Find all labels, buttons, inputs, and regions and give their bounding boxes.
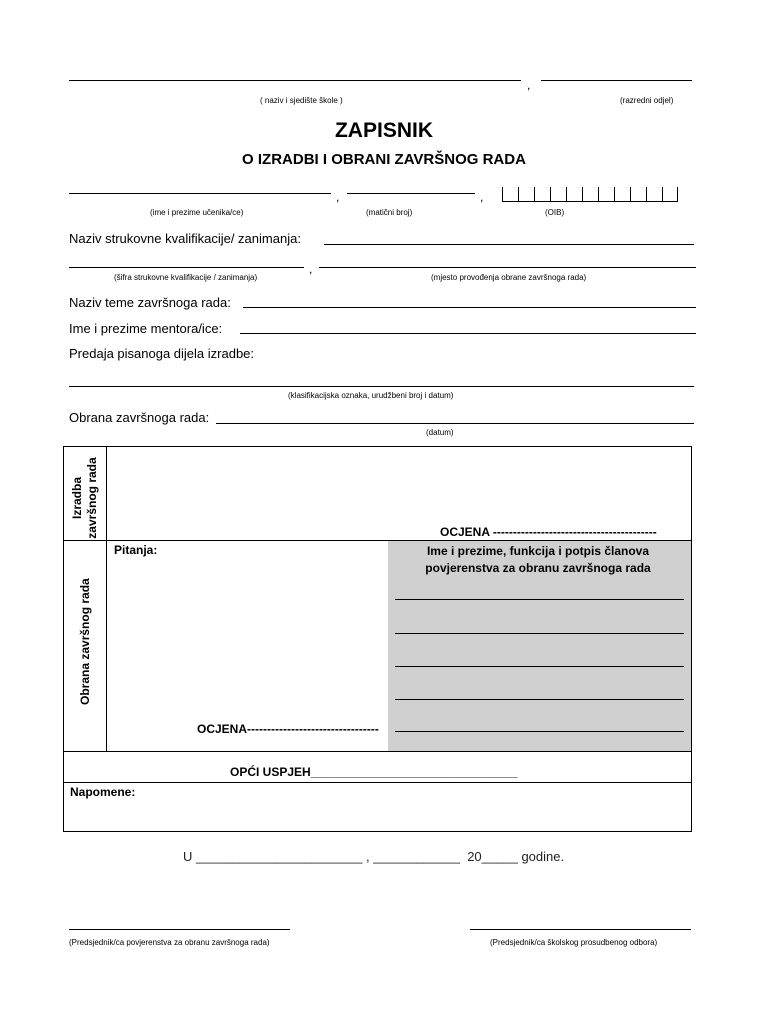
- committee-signature-line-1[interactable]: [395, 599, 684, 600]
- signature-left-caption: (Predsjednik/ca povjerenstva za obranu završnoga rada): [69, 938, 270, 947]
- oib-digit-cell[interactable]: [582, 187, 598, 202]
- class-line: [541, 80, 692, 81]
- oib-digit-cell[interactable]: [662, 187, 678, 202]
- document-subtitle: O IZRADBI I OBRANI ZAVRŠNOG RADA: [242, 151, 526, 168]
- qualification-code-line[interactable]: [69, 267, 304, 268]
- qualification-line[interactable]: [324, 244, 694, 245]
- place-blank[interactable]: _______________________: [196, 849, 363, 864]
- student-comma-1: ,: [336, 190, 340, 204]
- defense-place-caption: (mjesto provođenja obrane završnoga rada): [431, 273, 587, 282]
- qualification-label: Naziv strukovne kvalifikacije/ zanimanja:: [69, 231, 301, 246]
- oib-caption: (OIB): [545, 208, 565, 217]
- signature-left-line[interactable]: [69, 929, 290, 930]
- topic-label: Naziv teme završnoga rada:: [69, 295, 231, 310]
- registration-number-caption: (matični broj): [366, 208, 413, 217]
- year-suffix: godine.: [521, 849, 565, 864]
- signature-right-caption: (Predsjednik/ca školskog prosudbenog odbora): [490, 938, 658, 947]
- mentor-label: Ime i prezime mentora/ice:: [69, 321, 223, 336]
- oib-digit-cell[interactable]: [646, 187, 662, 202]
- topic-line[interactable]: [243, 307, 696, 308]
- section-obrana-label: Obrana završnog rada: [78, 578, 92, 705]
- place-comma: ,: [365, 849, 370, 864]
- signature-right-line[interactable]: [470, 929, 691, 930]
- overall-label: OPĆI USPJEH: [230, 765, 311, 779]
- section-izradba-grade: OCJENA -----------------------------------------: [440, 525, 657, 539]
- school-line: [69, 80, 521, 81]
- document-title: ZAPISNIK: [334, 119, 433, 142]
- oib-digit-cell[interactable]: [598, 187, 614, 202]
- oib-digit-cell[interactable]: [566, 187, 582, 202]
- submission-label: Predaja pisanoga dijela izradbe:: [69, 346, 255, 361]
- committee-panel: [388, 541, 691, 751]
- classification-caption: (klasifikacijska oznaka, urudžbeni broj i datum): [288, 391, 454, 400]
- defense-date-line[interactable]: [216, 423, 694, 424]
- date-caption: (datum): [426, 428, 454, 437]
- oib-boxes[interactable]: [502, 187, 678, 202]
- student-name-line: [69, 193, 331, 194]
- registration-number-line: [347, 193, 475, 194]
- oib-digit-cell[interactable]: [630, 187, 646, 202]
- oib-digit-cell[interactable]: [518, 187, 534, 202]
- oib-digit-cell[interactable]: [550, 187, 566, 202]
- oib-digit-cell[interactable]: [534, 187, 550, 202]
- section-izradba-label: Izradba završnog rada: [70, 457, 99, 539]
- oib-digit-cell[interactable]: [614, 187, 630, 202]
- place-prefix: U: [183, 849, 193, 864]
- section-obrana-grade: OCJENA---------------------------------: [197, 722, 379, 736]
- table-left-divider: [106, 447, 107, 751]
- school-caption: ( naziv i sjedište škole ): [260, 96, 343, 105]
- year-prefix: 20: [467, 849, 482, 864]
- defense-place-line[interactable]: [319, 267, 696, 268]
- table-row-divider-2: [64, 751, 691, 752]
- table-row-divider-3: [64, 782, 691, 783]
- overall-blank[interactable]: _______________________________: [310, 765, 518, 779]
- notes-label: Napomene:: [70, 785, 136, 799]
- student-comma-2: ,: [480, 190, 484, 204]
- evaluation-table: [63, 446, 692, 832]
- oib-digit-cell[interactable]: [502, 187, 518, 202]
- qualification-code-caption: (šifra strukovne kvalifikacije / zanimanja): [114, 273, 258, 282]
- committee-signature-line-4[interactable]: [395, 699, 684, 700]
- year-blank[interactable]: _____: [481, 849, 518, 864]
- defense-label: Obrana završnoga rada:: [69, 410, 210, 425]
- student-name-caption: (ime i prezime učenika/ce): [150, 208, 244, 217]
- class-caption: (razredni odjel): [620, 96, 674, 105]
- committee-signature-line-3[interactable]: [395, 666, 684, 667]
- code-comma: ,: [309, 262, 313, 276]
- submission-line[interactable]: [69, 386, 694, 387]
- committee-signature-line-2[interactable]: [395, 633, 684, 634]
- mentor-line[interactable]: [240, 333, 696, 334]
- committee-signature-line-5[interactable]: [395, 731, 684, 732]
- place-date-line[interactable]: [183, 849, 564, 864]
- header-comma: ,: [527, 78, 531, 92]
- overall-success: [230, 765, 518, 779]
- committee-header: Ime i prezime, funkcija i potpis članova povjerenstva za obranu završnoga rada: [425, 544, 651, 575]
- date-blank[interactable]: ____________: [373, 849, 460, 864]
- questions-label: Pitanja:: [114, 543, 158, 557]
